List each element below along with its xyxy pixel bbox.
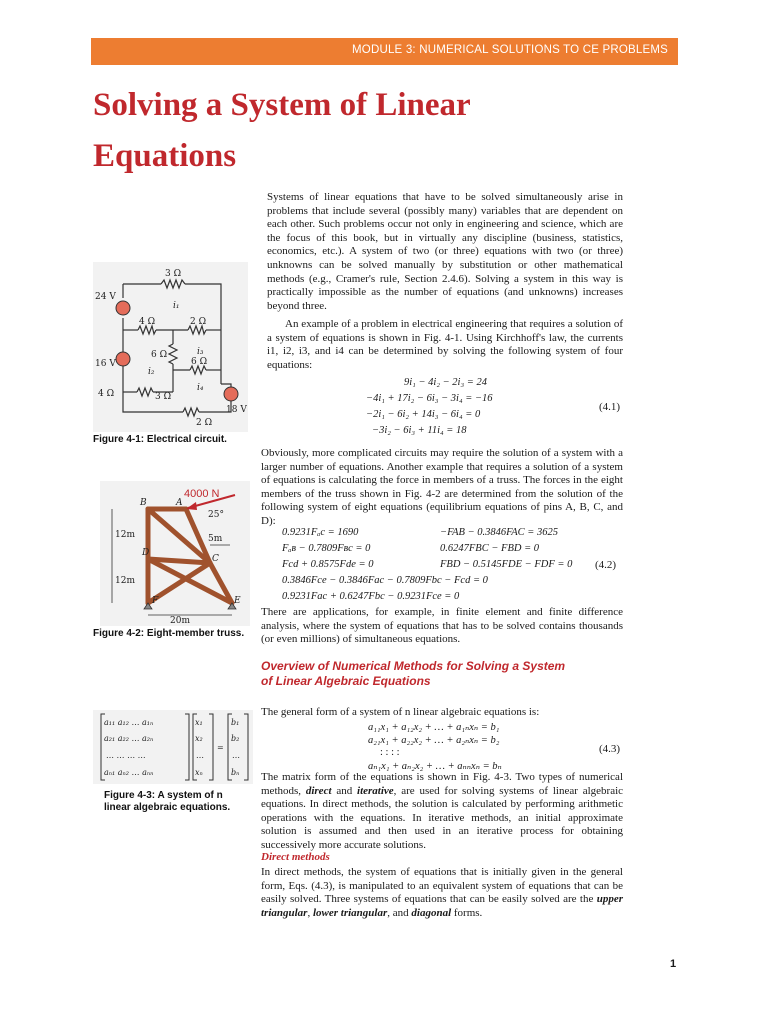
- vector-x-2: x₂: [195, 734, 203, 743]
- eq42-left-3: Fcd + 0.8575Fde = 0: [282, 559, 374, 570]
- term-lower-triangular: lower triangular: [312, 906, 388, 919]
- figure-4-2-caption: Figure 4-2: Eight-member truss.: [93, 628, 245, 639]
- equals-sign: =: [217, 743, 224, 752]
- eq41-line-1: 9i₁ − 4i₂ − 2i₃ = 24: [404, 377, 487, 388]
- pin-label-c: C: [212, 554, 219, 564]
- height-label-1: 12m: [115, 530, 135, 540]
- pin-label-e: E: [234, 596, 241, 606]
- resistor-label-3: 2 Ω: [190, 317, 207, 327]
- eq43-line-1: a₁₁x₁ + a₁₂x₂ + … + a₁ₙxₙ = b₁: [368, 722, 500, 733]
- general-form-paragraph: The general form of a system of n linear algebraic equations is:: [261, 706, 540, 718]
- voltage-label-2: 16 V: [95, 359, 116, 369]
- current-label-3: i₃: [197, 347, 204, 357]
- circuit-paragraph: An example of a problem in electrical engineering that requires a solution of a system of equations is shown in Fig. 4-1. Using Kirchhoff's law, the currents i1, i2, i3, and i4 can be determined by solving the following system of four equations:: [267, 318, 623, 371]
- matrix-text-c: , are used for solving systems of linear algebraic equations. In direct methods, the solution is calculated by performing arithmetic operations with the equations. In iterative methods, an initial approximate solution is assumed and then used in an iterative process for obtaining successively more accurate solutions.: [261, 784, 624, 851]
- eq43-line-4: aₙ₁x₁ + aₙ₂x₂ + … + aₙₙxₙ = bₙ: [368, 761, 502, 772]
- intro-paragraph: Systems of linear equations that have to be solved simultaneously arise in problems that include several (possibly many) variables that are dependent on each other. Such problems occur not only in engineering and science, which are the focus of this book, but in virtually any discipline (business, statistics, economics, etc.). A system of two (or three) equations with two (or three) unknowns can be solved manually by substitution or other mathematical methods (e.g., Cramer's rule, Section 2.4.6). Solving a system in this way is practically impossible as the number of equations (and unknowns) increases beyond three.: [267, 191, 623, 312]
- current-label-4: i₄: [197, 383, 204, 393]
- vector-x-4: xₙ: [195, 768, 203, 777]
- electrical-circuit-figure: [93, 262, 248, 432]
- page-number: 1: [670, 958, 677, 970]
- eq41-number: (4.1): [599, 401, 621, 413]
- eq41-line-3: −2i₁ − 6i₂ + 14i₃ − 6i₄ = 0: [366, 409, 481, 420]
- current-label-1: i₁: [173, 301, 180, 311]
- resistor-label-2: 4 Ω: [139, 317, 156, 327]
- title-line-1: Solving a System of Linear: [93, 87, 471, 123]
- direct-text-b: ,: [307, 906, 313, 919]
- eq42-left-2: Fₐʙ − 0.7809Fʙc = 0: [282, 543, 371, 554]
- figure-4-3-caption-line-1: Figure 4-3: A system of n: [104, 790, 223, 801]
- module-banner: [91, 38, 678, 65]
- matrix-row-2: a₂₁ a₂₂ … a₂ₙ: [104, 734, 154, 743]
- resistor-label-1: 3 Ω: [165, 269, 182, 279]
- module-title: MODULE 3: NUMERICAL SOLUTIONS TO CE PROBLEMS: [352, 44, 668, 56]
- eq42-number: (4.2): [595, 559, 617, 571]
- matrix-figure: [93, 710, 253, 784]
- width-label-1: 5m: [208, 534, 223, 544]
- eq42-left-5: 0.9231Fac + 0.6247Fbc − 0.9231Fce = 0: [282, 591, 460, 602]
- eq42-left-4: 0.3846Fce − 0.3846Fac − 0.7809Fbc − Fcd = 0: [282, 575, 488, 586]
- overview-line-1: Overview of Numerical Methods for Solving a System: [261, 659, 566, 673]
- height-label-2: 12m: [115, 576, 135, 586]
- pin-label-a: A: [176, 498, 183, 508]
- current-label-2: i₂: [148, 367, 155, 377]
- eq41-line-4: −3i₂ − 6i₃ + 11i₄ = 18: [372, 425, 467, 436]
- direct-text-d: forms.: [451, 906, 483, 919]
- matrix-text-b: and: [331, 784, 358, 797]
- resistor-label-4: 6 Ω: [151, 350, 168, 360]
- eq42-right-1: −FAB − 0.3846FAC = 3625: [440, 527, 558, 538]
- vector-b-2: b₂: [231, 734, 240, 743]
- finite-element-paragraph: There are applications, for example, in finite element and finite difference analysis, where the system of equations that has to be solved contains thousands (or even millions) of simultaneous equations.: [261, 606, 623, 646]
- force-label: 4000 N: [184, 488, 220, 500]
- pin-label-b: B: [140, 498, 147, 508]
- resistor-label-7: 3 Ω: [155, 392, 172, 402]
- eq42-left-1: 0.9231Fₐc = 1690: [282, 527, 359, 538]
- direct-text-c: , and: [387, 906, 412, 919]
- resistor-label-8: 2 Ω: [196, 418, 213, 428]
- direct-methods-heading: Direct methods: [261, 851, 330, 863]
- eq43-number: (4.3): [599, 743, 621, 755]
- matrix-text-a: The matrix form of the equations is shown in Fig. 4-3. Two types of numerical methods,: [261, 771, 623, 797]
- term-diagonal: diagonal: [411, 906, 452, 919]
- truss-paragraph: Obviously, more complicated circuits may require the solution of a system with a larger number of equations. Another example that requires a solution of a system of equations is calculating the force in members of a truss. The forces in the eight members of the truss shown in Fig. 4-2 are determined from the solution of the following system of eight equations (equilibrium equations of pins A, B, C, and D):: [261, 447, 623, 527]
- term-direct: direct: [305, 784, 332, 797]
- angle-label: 25°: [208, 510, 224, 520]
- matrix-row-1: a₁₁ a₁₂ … a₁ₙ: [104, 718, 154, 727]
- figure-4-3-caption: [104, 790, 230, 814]
- width-label-2: 20m: [170, 616, 190, 626]
- matrix-row-3: … … … …: [106, 751, 146, 760]
- pin-label-f: F: [152, 596, 159, 606]
- page-title: [93, 80, 653, 182]
- matrix-paragraph: [261, 771, 623, 853]
- figure-4-3-caption-line-2: linear algebraic equations.: [104, 802, 231, 813]
- overview-heading: [261, 659, 565, 689]
- direct-methods-paragraph: [261, 866, 623, 920]
- vector-b-3: …: [232, 751, 240, 760]
- eq42-right-2: 0.6247FBC − FBD = 0: [440, 543, 540, 554]
- truss-figure: [100, 481, 250, 626]
- voltage-label-3: 18 V: [226, 405, 247, 415]
- overview-line-2: of Linear Algebraic Equations: [261, 674, 431, 688]
- eq41-line-2: −4i₁ + 17i₂ − 6i₃ − 3i₄ = −16: [366, 393, 493, 404]
- voltage-label-1: 24 V: [95, 292, 116, 302]
- resistor-label-5: 6 Ω: [191, 357, 208, 367]
- vector-x-1: x₁: [195, 718, 203, 727]
- eq43-line-2: a₂₁x₁ + a₂₂x₂ + … + a₂ₙxₙ = b₂: [368, 735, 500, 746]
- pin-label-d: D: [142, 548, 150, 558]
- vector-x-3: …: [196, 751, 204, 760]
- term-iterative: iterative: [357, 784, 394, 797]
- eq43-line-3: : : : :: [380, 747, 400, 758]
- term-upper-triangular: upper triangular: [261, 893, 623, 919]
- title-line-2: Equations: [93, 138, 237, 174]
- vector-b-1: b₁: [231, 718, 240, 727]
- vector-b-4: bₙ: [231, 768, 240, 777]
- resistor-label-6: 4 Ω: [98, 389, 115, 399]
- figure-4-1-caption: Figure 4-1: Electrical circuit.: [93, 434, 227, 445]
- direct-text-a: In direct methods, the system of equations that is initially given in the general form, Eqs. (4.3), is manipulated to an equivalent system of equations that can be easily solved. Three systems of equations that can be easily solved are the: [261, 866, 623, 906]
- matrix-row-4: aₙ₁ aₙ₂ … aₙₙ: [104, 768, 154, 777]
- eq42-right-3: FBD − 0.5145FDE − FDF = 0: [440, 559, 573, 570]
